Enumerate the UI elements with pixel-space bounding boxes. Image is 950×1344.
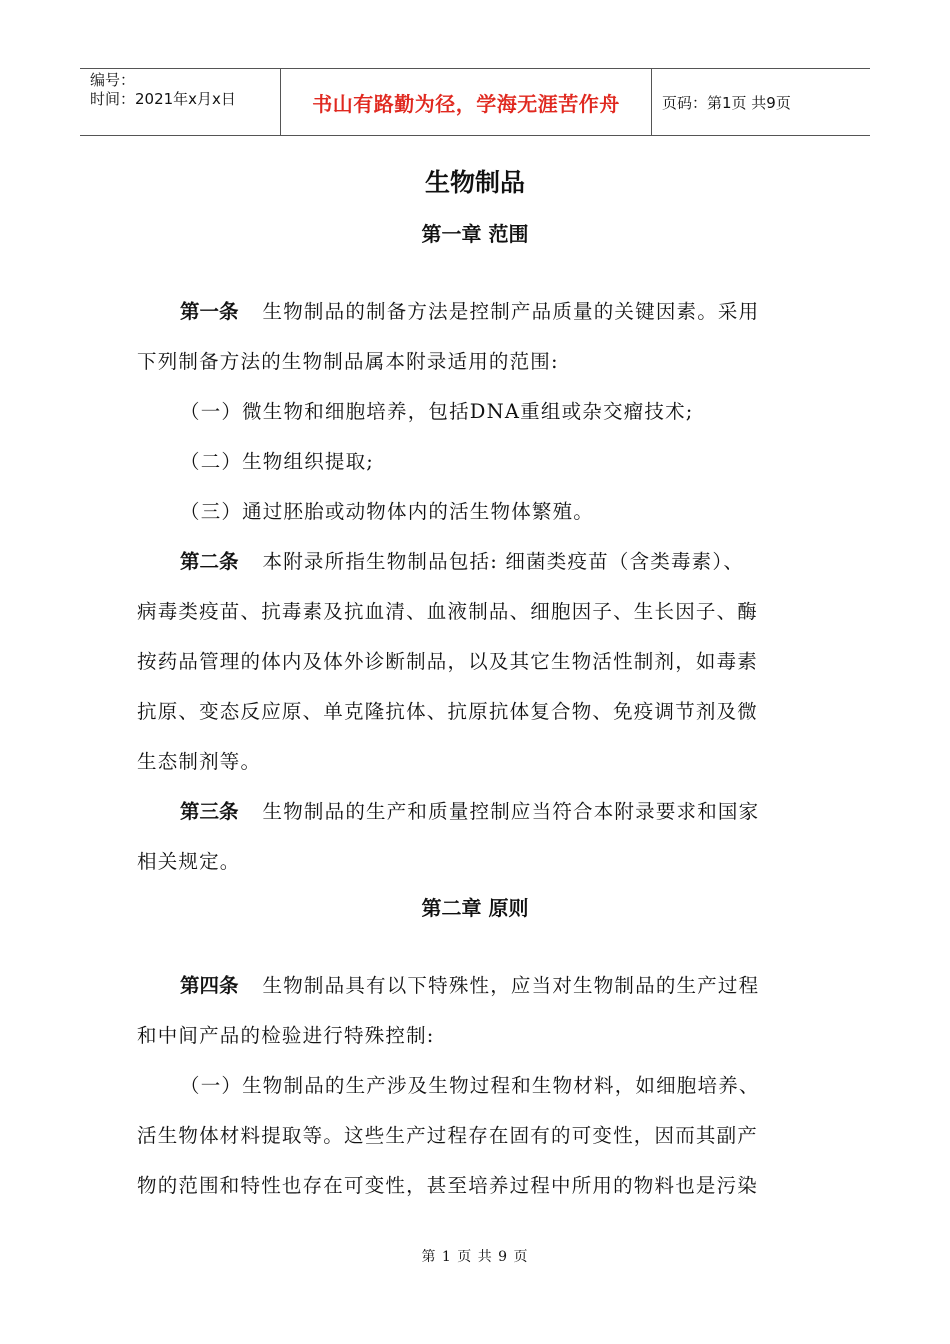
paragraph-text: 生物制品的制备方法是控制产品质量的关键因素。采用 — [262, 300, 760, 323]
header-table — [80, 68, 870, 136]
paragraph-text: 本附录所指生物制品包括: 细菌类疫苗（含类毒素）、 — [262, 550, 745, 573]
page-footer: 第 1 页 共 9 页 — [421, 1249, 529, 1265]
article-2-line — [180, 546, 744, 574]
paragraph-line: 和中间产品的检验进行特殊控制: — [137, 1024, 435, 1047]
article-1-label: 第一条 — [180, 300, 239, 323]
paragraph-line: 物的范围和特性也存在可变性，甚至培养过程中所用的物料也是污染 — [137, 1174, 759, 1197]
list-item-2: （二）生物组织提取; — [180, 450, 375, 473]
paragraph-line: 活生物体材料提取等。这些生产过程存在固有的可变性，因而其副产 — [137, 1124, 759, 1147]
list-item-1: （一）微生物和细胞培养，包括DNA重组或杂交瘤技术; — [180, 400, 694, 423]
header-motto: 书山有路勤为径，学海无涯苦作舟 — [280, 69, 652, 135]
article-1-line — [180, 296, 759, 324]
paragraph-line: 病毒类疫苗、抗毒素及抗血清、血液制品、细胞因子、生长因子、酶 — [137, 600, 759, 623]
paragraph-text: 生物制品具有以下特殊性，应当对生物制品的生产过程 — [262, 974, 760, 997]
paragraph-line: 生态制剂等。 — [137, 750, 262, 773]
paragraph-text: 生物制品的生产和质量控制应当符合本附录要求和国家 — [262, 800, 760, 823]
chapter-2-heading: 第二章 原则 — [421, 896, 529, 920]
article-4-line — [180, 970, 759, 998]
chapter-1-heading: 第一章 范围 — [421, 222, 529, 246]
header-meta — [80, 69, 280, 135]
list-item-3: （三）通过胚胎或动物体内的活生物体繁殖。 — [180, 500, 595, 523]
article-3-label: 第三条 — [180, 800, 239, 823]
paragraph-line: 下列制备方法的生物制品属本附录适用的范围: — [137, 350, 559, 373]
number-label: 编号： — [90, 71, 136, 89]
article-4-label: 第四条 — [180, 974, 239, 997]
list-item-1: （一）生物制品的生产涉及生物过程和生物材料，如细胞培养、 — [180, 1074, 760, 1097]
date-label: 时间：2021年x月x日 — [90, 90, 236, 108]
article-2-label: 第二条 — [180, 550, 239, 573]
document-title: 生物制品 — [424, 168, 525, 197]
paragraph-line: 抗原、变态反应原、单克隆抗体、抗原抗体复合物、免疫调节剂及微 — [137, 700, 759, 723]
paragraph-line: 按药品管理的体内及体外诊断制品，以及其它生物活性制剂，如毒素 — [137, 650, 759, 673]
paragraph-line: 相关规定。 — [137, 850, 241, 873]
article-3-line — [180, 796, 759, 824]
header-page-label: 页码：第1页 共9页 — [662, 93, 791, 112]
